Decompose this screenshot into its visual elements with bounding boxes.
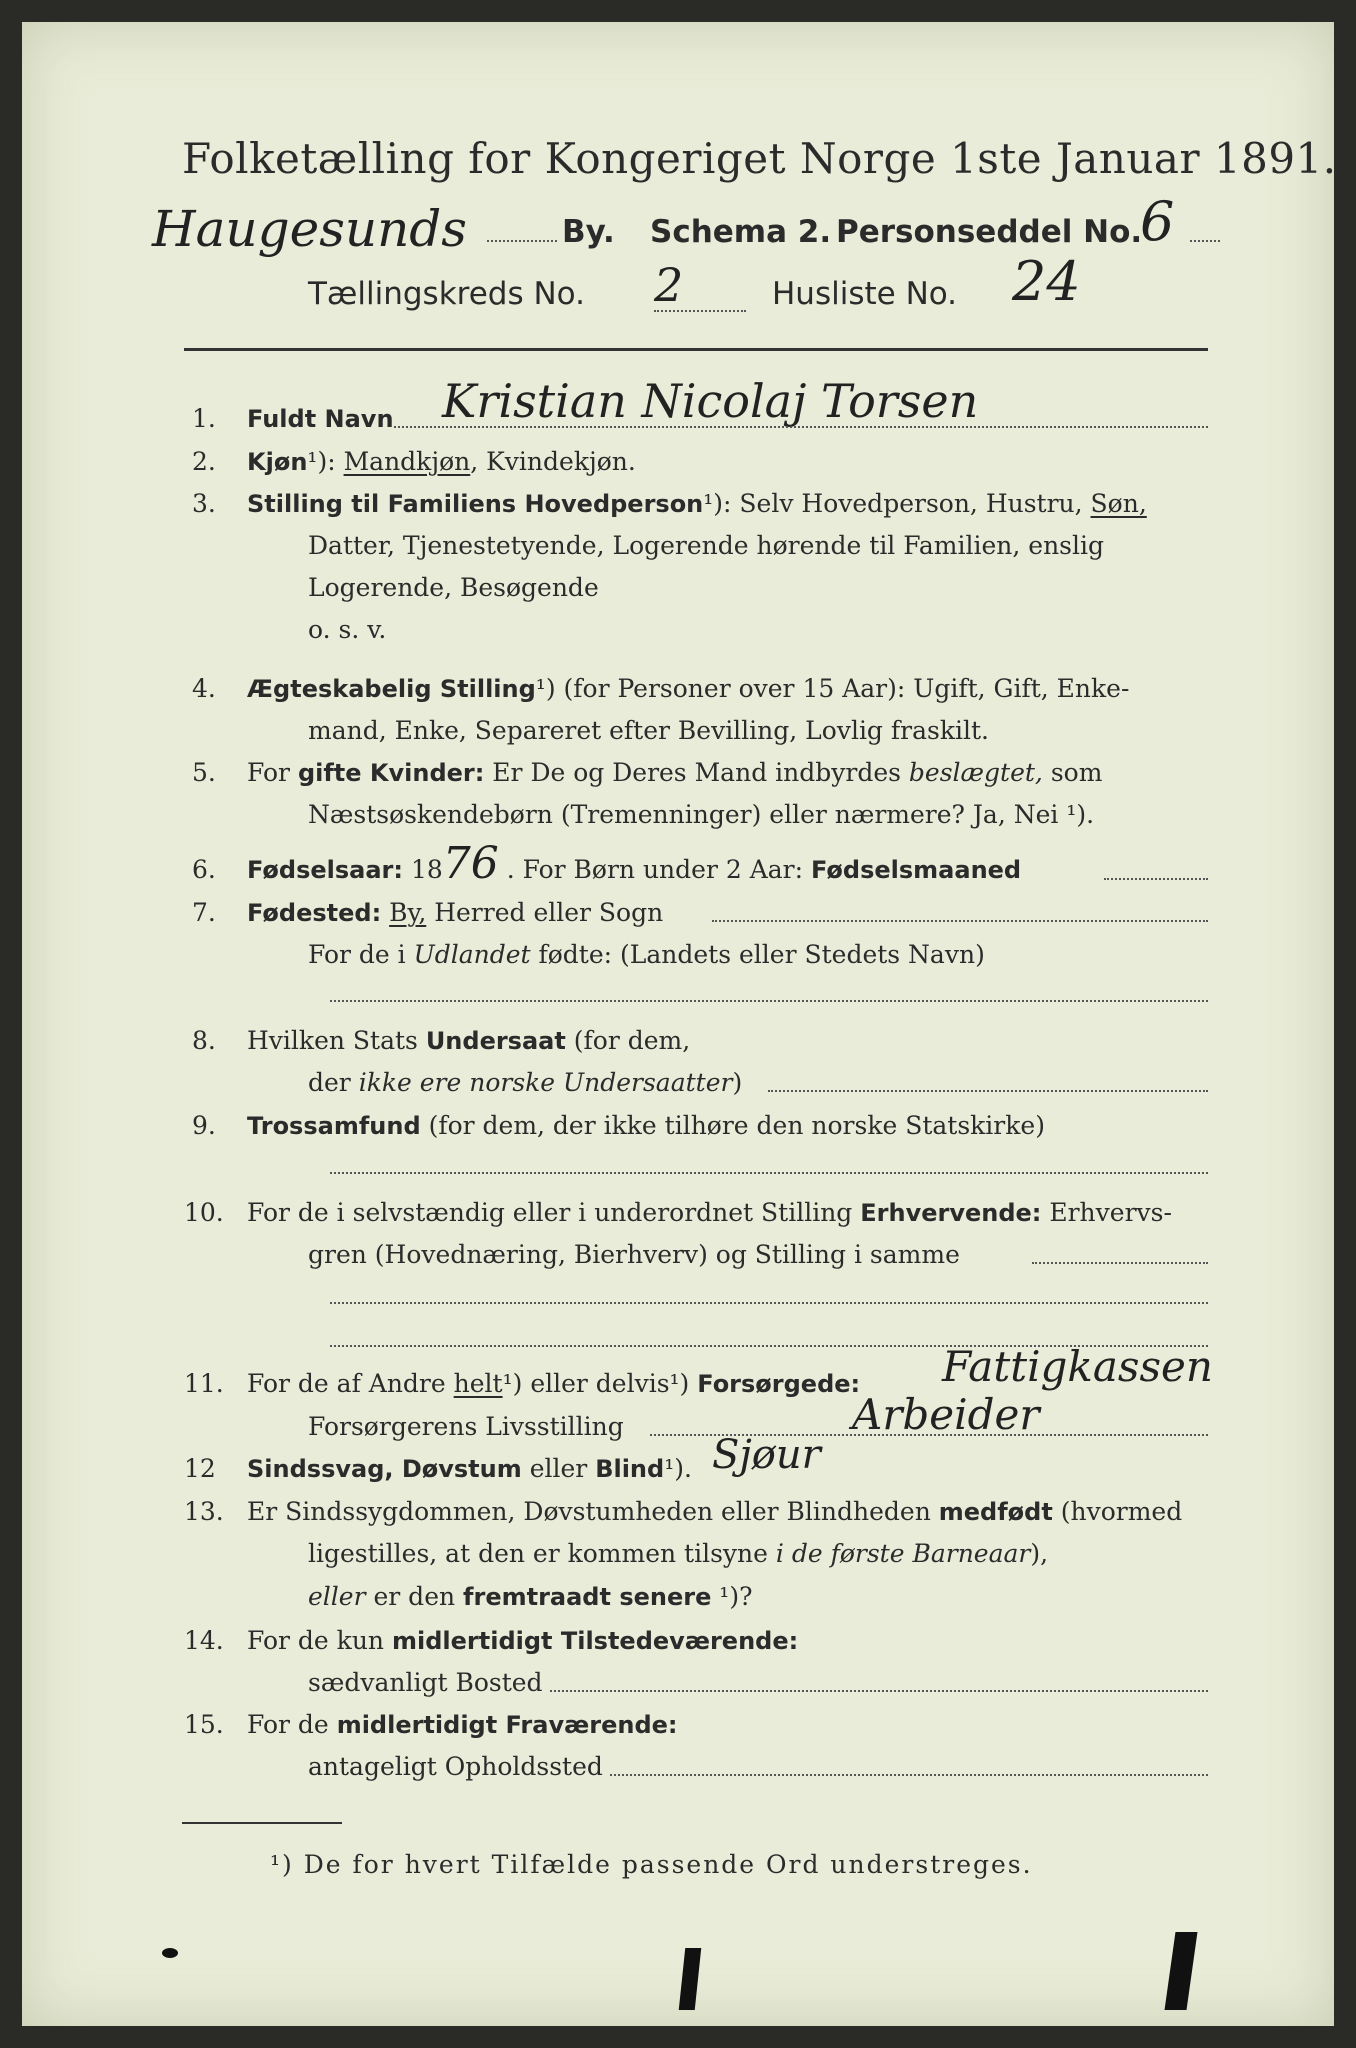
text: (for dem, xyxy=(565,1026,691,1055)
footnote-rule xyxy=(182,1822,342,1824)
q8-line1 xyxy=(247,1026,690,1055)
selected-son: Søn, xyxy=(1090,489,1147,518)
text: ¹): Selv Hovedperson, Hustru, xyxy=(703,489,1091,518)
q5-line1 xyxy=(247,758,1102,787)
census-form-sheet xyxy=(22,22,1337,2026)
answer-line xyxy=(1104,878,1208,880)
text: Erhvervs- xyxy=(1041,1198,1172,1227)
header-rule xyxy=(184,348,1208,351)
item-number: 3. xyxy=(192,489,216,518)
answer-line xyxy=(712,920,1208,922)
answer-forsorget-by: Fattigkassen xyxy=(942,1342,1213,1391)
q14-line2: sædvanligt Bosted xyxy=(308,1668,543,1697)
q3-line4: o. s. v. xyxy=(308,615,387,644)
text: . For Børn under 2 Aar: xyxy=(498,855,811,884)
text: Hvilken Stats xyxy=(247,1026,426,1055)
q14-line1 xyxy=(247,1626,798,1655)
text-italic: eller xyxy=(308,1582,366,1611)
item-number: 4. xyxy=(192,674,216,703)
ink-blot xyxy=(162,1948,178,1958)
q4-line2: mand, Enke, Separeret efter Bevilling, Lovlig fraskilt. xyxy=(308,716,989,745)
item-number: 11. xyxy=(184,1369,224,1398)
item-number: 5. xyxy=(192,758,216,787)
q3-line3: Logerende, Besøgende xyxy=(308,573,599,602)
label-erhvervende: Erhvervende: xyxy=(860,1199,1042,1227)
label-kjon: Kjøn xyxy=(247,448,308,476)
q15-line1 xyxy=(247,1710,678,1739)
text-italic: Udlandet xyxy=(413,940,531,969)
text: som xyxy=(1042,758,1103,787)
text: ¹) eller delvis¹) xyxy=(502,1369,698,1398)
ink-mark xyxy=(679,1948,702,2010)
text: Herred eller Sogn xyxy=(426,898,664,927)
label-undersaat: Undersaat xyxy=(425,1027,566,1055)
text: For de af Andre xyxy=(247,1369,454,1398)
dotted-line xyxy=(1190,240,1220,242)
q11-line2: Forsørgerens Livsstilling xyxy=(308,1412,624,1441)
kreds-number: 2 xyxy=(654,258,684,312)
label-blind: Blind xyxy=(595,1455,665,1483)
text: For de i xyxy=(308,940,414,969)
text: , Kvindekjøn. xyxy=(470,447,636,476)
q3-line1 xyxy=(247,489,1147,518)
text: (hvormed xyxy=(1052,1497,1183,1526)
text: ¹)? xyxy=(711,1582,753,1611)
answer-line xyxy=(768,1090,1208,1092)
answer-sindssvag: Sjøur xyxy=(712,1432,821,1478)
q13-line1 xyxy=(247,1497,1182,1526)
text: ¹) (for Personer over 15 Aar): Ugift, Gift, Enke- xyxy=(535,674,1130,703)
item-number: 7. xyxy=(192,898,216,927)
label-fravaerende: midlertidigt Fraværende: xyxy=(336,1711,678,1739)
text: ), xyxy=(1030,1539,1049,1568)
text: eller xyxy=(521,1454,596,1483)
text: For xyxy=(247,758,298,787)
kreds-label: Tællingskreds No. xyxy=(308,276,585,312)
item-number: 6. xyxy=(192,855,216,884)
selected-mandkjon: Mandkjøn xyxy=(343,447,471,476)
dotted-line xyxy=(487,240,557,242)
item-number: 9. xyxy=(192,1111,216,1140)
answer-line xyxy=(1032,1262,1208,1264)
label-aegteskabelig: Ægteskabelig Stilling xyxy=(247,675,536,703)
q5-line2: Næstsøskendebørn (Tremenninger) eller nærmere? Ja, Nei ¹). xyxy=(308,800,1095,829)
answer-line xyxy=(550,1690,1208,1692)
personseddel-number: 6 xyxy=(1140,190,1175,253)
personseddel-label: Personseddel No. xyxy=(836,214,1143,250)
label-fodested: Fødested: xyxy=(247,899,382,927)
by-label: By. xyxy=(562,214,615,250)
item-number: 13. xyxy=(184,1497,224,1526)
text: Er Sindssygdommen, Døvstumheden eller Blindheden xyxy=(247,1497,939,1526)
text: For de xyxy=(247,1710,337,1739)
text-italic: ikke ere norske Undersaatter xyxy=(358,1068,733,1097)
selected-by: By, xyxy=(389,898,427,927)
q15-line2: antageligt Opholdssted xyxy=(308,1752,603,1781)
item-number: 12 xyxy=(184,1454,216,1483)
q10-line2: gren (Hovednæring, Bierhverv) og Stilling i samme xyxy=(308,1240,960,1269)
label-stilling: Stilling til Familiens Hovedperson xyxy=(247,490,704,518)
label-fodselsaar: Fødselsaar: xyxy=(247,856,403,884)
answer-line xyxy=(394,426,1208,428)
text: Er De og Deres Mand indbyrdes xyxy=(484,758,909,787)
answer-line xyxy=(330,1302,1208,1304)
text: ) xyxy=(732,1068,743,1097)
answer-line xyxy=(610,1774,1208,1776)
text-italic: i de første Barneaar xyxy=(775,1539,1031,1568)
selected-helt: helt xyxy=(453,1369,503,1398)
q2-line xyxy=(247,447,636,476)
q3-line2: Datter, Tjenestetyende, Logerende hørende til Familien, enslig xyxy=(308,531,1105,560)
answer-forsorger-livsstilling: Arbeider xyxy=(852,1390,1040,1439)
text: For de i selvstændig eller i underordnet Stilling xyxy=(247,1198,861,1227)
answer-line xyxy=(330,1000,1208,1002)
answer-line xyxy=(330,1172,1208,1174)
item-number: 14. xyxy=(184,1626,224,1655)
form-title: Folketælling for Kongeriget Norge 1ste Januar 1891. xyxy=(182,134,1337,183)
text: er den xyxy=(365,1582,464,1611)
footnote: ¹) De for hvert Tilfælde passende Ord understreges. xyxy=(270,1850,1033,1879)
text: ): xyxy=(317,447,344,476)
text-italic: beslægtet, xyxy=(908,758,1043,787)
label-fodselsmaaned: Fødselsmaaned xyxy=(811,856,1022,884)
q8-line2 xyxy=(308,1068,742,1097)
q10-line1 xyxy=(247,1198,1172,1227)
item-number: 10. xyxy=(184,1198,224,1227)
item-number: 2. xyxy=(192,447,216,476)
q6-line xyxy=(247,838,1022,889)
label-trossamfund: Trossamfund xyxy=(247,1112,421,1140)
label-sindssvag: Sindssvag, Døvstum xyxy=(247,1455,522,1483)
sup: ¹ xyxy=(307,447,318,476)
q13-line2 xyxy=(308,1539,1048,1568)
answer-birthyear: 76 xyxy=(442,838,499,889)
item-number: 8. xyxy=(192,1026,216,1055)
label-fuldt-navn: Fuldt Navn xyxy=(247,405,394,433)
q7-line1 xyxy=(247,898,663,927)
q9-line xyxy=(247,1111,1045,1140)
text: ¹). xyxy=(664,1454,692,1483)
label-tilstedevaerende: midlertidigt Tilstedeværende: xyxy=(391,1627,799,1655)
q13-line3 xyxy=(308,1582,753,1611)
label-medfodt: medfødt xyxy=(938,1498,1053,1526)
text: der xyxy=(308,1068,359,1097)
husliste-number: 24 xyxy=(1012,250,1081,313)
q7-line2 xyxy=(308,940,985,969)
q4-line1 xyxy=(247,674,1129,703)
item-number: 15. xyxy=(184,1710,224,1739)
text: 18 xyxy=(403,855,443,884)
label-gifte-kvinder: gifte Kvinder: xyxy=(297,759,485,787)
text: For de kun xyxy=(247,1626,392,1655)
q12-line xyxy=(247,1454,692,1483)
ink-mark xyxy=(1165,1932,1198,2010)
answer-name: Kristian Nicolaj Torsen xyxy=(442,374,979,428)
label-fremtraadt-senere: fremtraadt senere xyxy=(463,1583,712,1611)
schema-label: Schema 2. xyxy=(650,214,832,250)
husliste-label: Husliste No. xyxy=(772,276,958,312)
text: ligestilles, at den er kommen tilsyne xyxy=(308,1539,776,1568)
label-forsorgede: Forsørgede: xyxy=(697,1370,861,1398)
text: (for dem, der ikke tilhøre den norske Statskirke) xyxy=(420,1111,1045,1140)
dotted-line xyxy=(654,310,746,312)
q11-line1 xyxy=(247,1369,860,1398)
place-handwritten: Haugesunds xyxy=(152,200,467,258)
text: fødte: (Landets eller Stedets Navn) xyxy=(530,940,985,969)
item-number: 1. xyxy=(192,404,216,433)
